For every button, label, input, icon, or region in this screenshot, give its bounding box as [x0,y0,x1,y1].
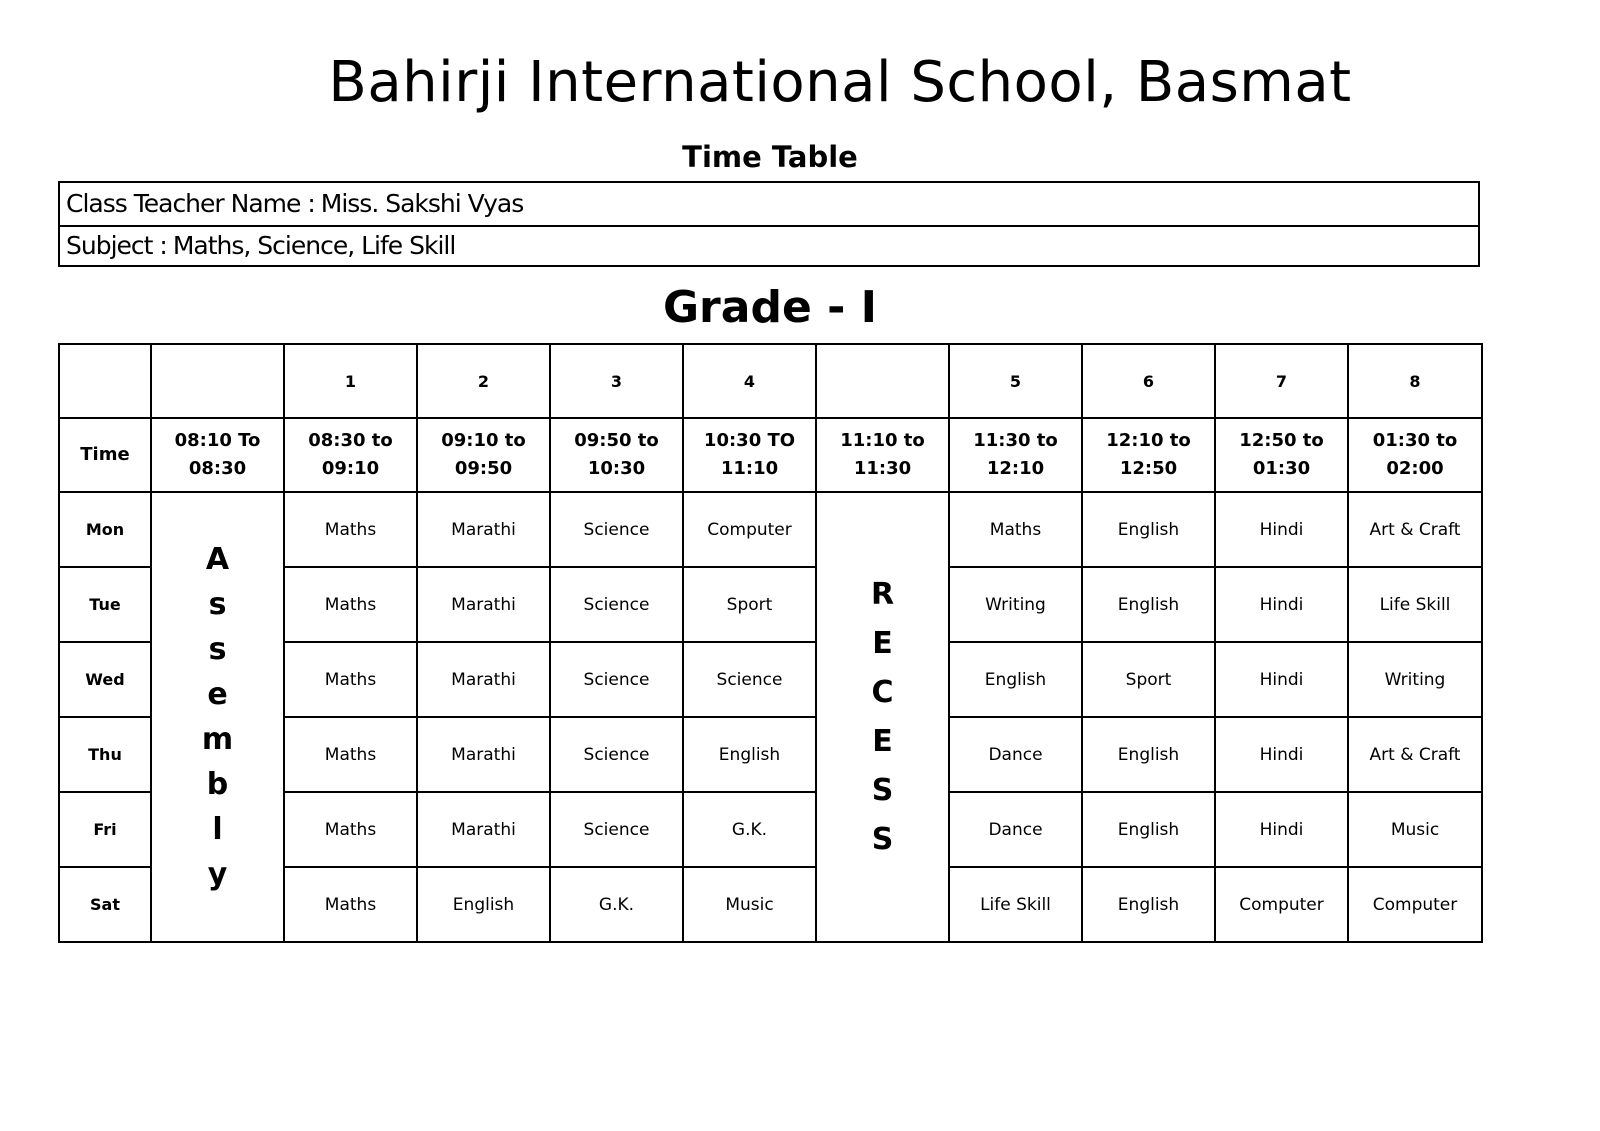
period-header-cell: 4 [683,344,816,418]
assembly-letter: m [201,722,234,757]
assembly-letter: s [208,587,227,622]
period-header-cell: 2 [417,344,550,418]
time-slot-cell [417,418,550,492]
time-slot-end: 10:30 [587,458,646,479]
time-slot-end: 01:30 [1252,458,1311,479]
subject-cell: Computer [1348,867,1482,942]
time-slot-cell [816,418,949,492]
time-slot-cell [1348,418,1482,492]
day-row [59,492,1482,567]
assembly-letter: y [207,857,228,892]
timetable-body [59,344,1482,942]
time-slot-cell [683,418,816,492]
grade-title: Grade - I [662,282,878,333]
time-slot-start: 10:30 TO [703,430,796,451]
subject-cell: English [1082,492,1215,567]
subject-value: Maths, Science, Life Skill [172,231,456,260]
recess-letters [817,570,948,864]
period-header-cell: 6 [1082,344,1215,418]
subject-cell: Hindi [1215,567,1348,642]
day-name-cell: Fri [59,792,151,867]
subject-cell: Music [683,867,816,942]
time-slot-start: 12:10 to [1106,430,1191,451]
time-slot-cell [949,418,1082,492]
recess-letter: S [871,822,894,857]
recess-letter: S [871,773,894,808]
subject-cell: Sport [683,567,816,642]
time-slot-cell [284,418,417,492]
subject-row [60,225,1478,265]
subject-cell: Music [1348,792,1482,867]
assembly-letters [152,537,283,897]
subject-cell: Maths [284,867,417,942]
subject-cell: English [949,642,1082,717]
time-slot-end: 02:00 [1386,458,1444,479]
assembly-letter: b [206,767,229,802]
assembly-cell [151,492,284,942]
subject-cell: Hindi [1215,792,1348,867]
day-name-cell: Thu [59,717,151,792]
document-title: Time Table [682,140,858,174]
period-header-row [59,344,1482,418]
subject-cell: Maths [284,717,417,792]
subject-cell: Maths [284,642,417,717]
day-name-cell: Tue [59,567,151,642]
period-header-cell [59,344,151,418]
time-slot-end: 09:50 [454,458,513,479]
subject-cell: Hindi [1215,492,1348,567]
subject-cell: Marathi [417,567,550,642]
subject-cell: Dance [949,717,1082,792]
assembly-letter: A [205,542,230,577]
class-teacher-label: Class Teacher Name : [66,189,315,218]
subject-cell: Computer [1215,867,1348,942]
subject-cell: Marathi [417,642,550,717]
time-slot-end: 08:30 [188,458,247,479]
subject-cell: G.K. [550,867,683,942]
subject-cell: Art & Craft [1348,492,1482,567]
day-name-cell: Mon [59,492,151,567]
subject-cell: Maths [949,492,1082,567]
subject-cell: English [417,867,550,942]
period-header-cell [816,344,949,418]
time-slot-cell [151,418,284,492]
time-slot-start: 12:50 to [1239,430,1324,451]
subject-cell: Sport [1082,642,1215,717]
time-slot-start: 08:30 to [308,430,393,451]
subject-cell: Science [550,567,683,642]
subject-cell: Hindi [1215,642,1348,717]
subject-cell: Marathi [417,717,550,792]
subject-cell: English [1082,567,1215,642]
subject-label: Subject : [66,231,167,260]
subject-cell: Marathi [417,492,550,567]
recess-letter: C [871,675,894,710]
time-slot-cell [1082,418,1215,492]
time-label: Time [59,418,151,492]
time-slot-end: 11:10 [720,458,779,479]
subject-cell: English [1082,792,1215,867]
subject-cell: Maths [284,567,417,642]
subject-cell: English [683,717,816,792]
recess-letter: E [872,626,893,661]
period-header-cell: 5 [949,344,1082,418]
subject-cell: Life Skill [1348,567,1482,642]
subject-cell: Science [550,792,683,867]
subject-cell: Writing [949,567,1082,642]
subject-cell: Science [683,642,816,717]
subject-cell: G.K. [683,792,816,867]
timetable [58,343,1483,943]
assembly-letter: s [208,632,227,667]
subject-cell: Marathi [417,792,550,867]
subject-cell: Art & Craft [1348,717,1482,792]
subject-cell: Science [550,717,683,792]
assembly-letter: l [212,812,223,847]
period-header-cell: 8 [1348,344,1482,418]
recess-cell [816,492,949,942]
subject-cell: Hindi [1215,717,1348,792]
class-teacher-row [60,183,1478,225]
period-header-cell: 3 [550,344,683,418]
assembly-letter: e [207,677,228,712]
time-slot-start: 11:30 to [973,430,1058,451]
subject-cell: Writing [1348,642,1482,717]
time-slot-start: 01:30 to [1372,430,1458,451]
subject-cell: English [1082,867,1215,942]
subject-cell: Dance [949,792,1082,867]
subject-cell: Computer [683,492,816,567]
class-teacher-value: Miss. Sakshi Vyas [320,189,524,218]
day-name-cell: Wed [59,642,151,717]
time-slot-cell [550,418,683,492]
day-name-cell: Sat [59,867,151,942]
time-slot-end: 12:50 [1119,458,1178,479]
subject-cell: Science [550,492,683,567]
time-slot-start: 09:10 to [441,430,526,451]
subject-cell: Science [550,642,683,717]
period-header-cell: 7 [1215,344,1348,418]
school-name: Bahirji International School, Basmat [328,50,1352,115]
time-slot-start: 08:10 To [174,430,261,451]
subject-cell: Maths [284,492,417,567]
subject-cell: Life Skill [949,867,1082,942]
recess-letter: R [870,577,895,612]
time-slot-cell [1215,418,1348,492]
period-header-cell: 1 [284,344,417,418]
info-box [58,181,1480,267]
time-slot-start: 09:50 to [574,430,659,451]
time-slot-end: 12:10 [986,458,1045,479]
period-header-cell [151,344,284,418]
time-slot-end: 11:30 [853,458,912,479]
recess-letter: E [872,724,893,759]
subject-cell: English [1082,717,1215,792]
time-slot-start: 11:10 to [840,430,925,451]
time-slot-end: 09:10 [321,458,380,479]
subject-cell: Maths [284,792,417,867]
time-row [59,418,1482,492]
